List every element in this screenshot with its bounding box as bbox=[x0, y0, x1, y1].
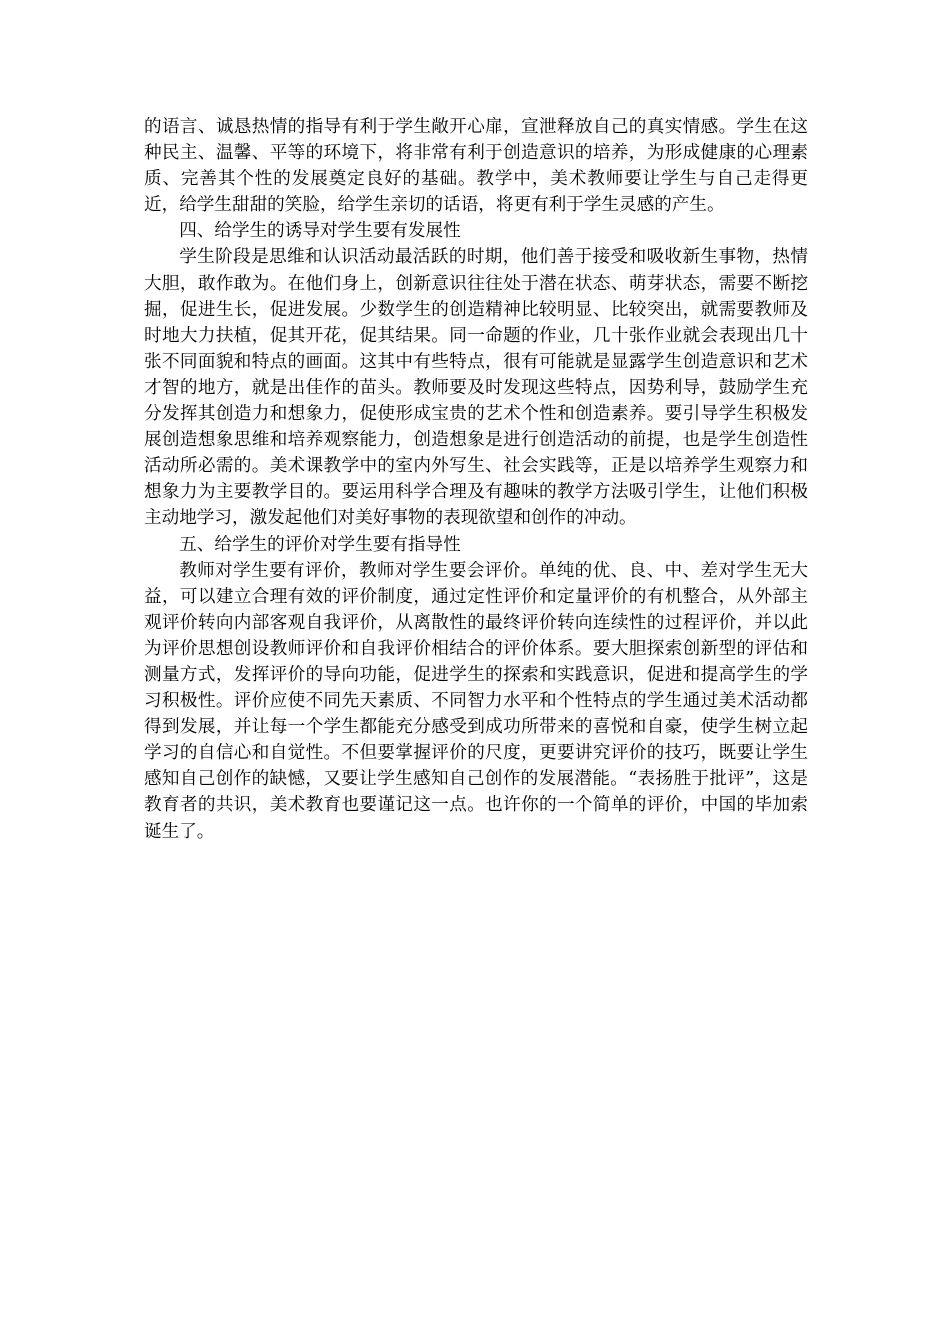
paragraph-section-four: 学生阶段是思维和认识活动最活跃的时期，他们善于接受和吸收新生事物，热情大胆，敢作敢为。在他们身上，创新意识往往处于潜在状态、萌芽状态，需要不断挖掘，促进生长，促进发展。少数学生的创造精神比较明显、比较突出，就需要教师及时地大力扶植，促其开花，促其结果。同一命题的作业，几十张作业就会表现出几十张不同面貌和特点的画面。这其中有些特点，很有可能就是显露学生创造意识和艺术才智的地方，就是出佳作的苗头。教师要及时发现这些特点，因势利导，鼓励学生充分发挥其创造力和想象力，促使形成宝贵的艺术个性和创造素养。要引导学生积极发展创造想象思维和培养观察能力，创造想象是进行创造活动的前提，也是学生创造性活动所必需的。美术课教学中的室内外写生、社会实践等，正是以培养学生观察力和想象力为主要教学目的。要运用科学合理及有趣味的教学方法吸引学生，让他们积极主动地学习，激发起他们对美好事物的表现欲望和创作的冲动。 bbox=[144, 247, 808, 529]
paragraph-continuation: 的语言、诚恳热情的指导有利于学生敞开心扉，宣泄释放自己的真实情感。学生在这种民主、温馨、平等的环境下，将非常有利于创造意识的培养，为形成健康的心理素质、完善其个性的发展奠定良好的基础。教学中，美术教师要让学生与自己走得更近，给学生甜甜的笑脸，给学生亲切的话语，将更有利于学生灵感的产生。 bbox=[144, 117, 808, 216]
paragraph-section-five: 教师对学生要有评价，教师对学生要会评价。单纯的优、良、中、差对学生无大益，可以建立合理有效的评价制度，通过定性评价和定量评价的有机整合，从外部主观评价转向内部客观自我评价，从离散性的最终评价转向连续性的过程评价，并以此为评价思想创设教师评价和自我评价相结合的评价体系。要大胆探索创新型的评估和测量方式，发挥评价的导向功能，促进学生的探索和实践意识，促进和提高学生的学习积极性。评价应使不同先天素质、不同智力水平和个性特点的学生通过美术活动都得到发展，并让每一个学生都能充分感受到成功所带来的喜悦和自豪，使学生树立起学习的自信心和自觉性。不但要掌握评价的尺度，更要讲究评价的技巧，既要让学生感知自己创作的缺憾，又要让学生感知自己创作的发展潜能。“表扬胜于批评”，这是教育者的共识，美术教育也要谨记这一点。也许你的一个简单的评价，中国的毕加索诞生了。 bbox=[144, 560, 808, 842]
document-page bbox=[144, 114, 808, 845]
section-heading-four: 四、给学生的诱导对学生要有发展性 bbox=[179, 221, 461, 242]
section-heading-five: 五、给学生的评价对学生要有指导性 bbox=[179, 534, 461, 555]
